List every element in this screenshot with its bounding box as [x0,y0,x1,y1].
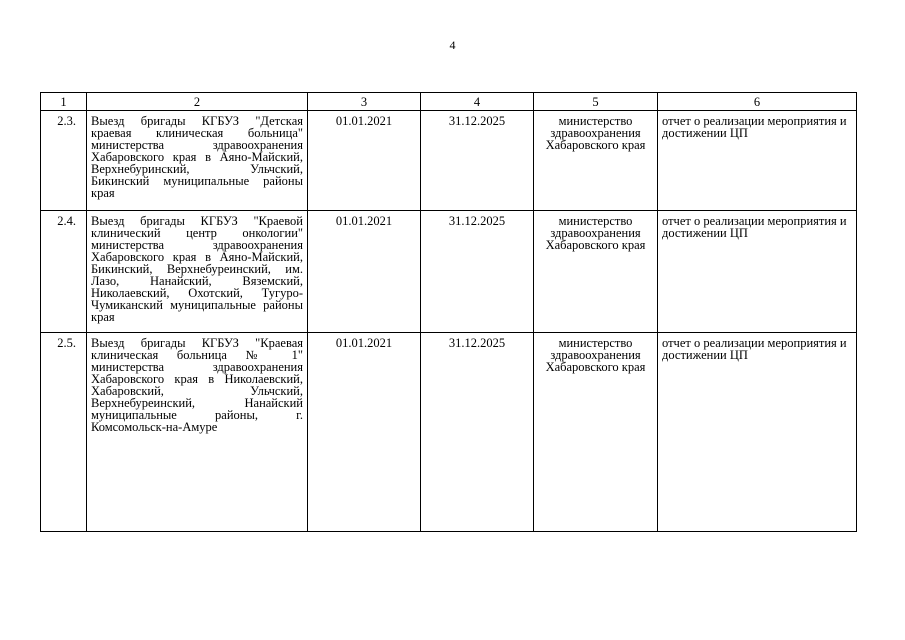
header-col-1: 1 [41,93,87,111]
start-date: 01.01.2021 [308,333,421,532]
table-row [41,333,857,532]
start-date: 01.01.2021 [308,211,421,333]
header-col-5: 5 [534,93,658,111]
activity-description: Выезд бригады КГБУЗ "Краевая клиническая больница № 1" министерства здравоохранения Хабаровского края в Николаевский, Хабаровский, Ульчский, Верхнебуреинский, Нанайский муниципальные районы, г. Комсомольск-на-Амуре [87,333,308,532]
responsible-executor: министерство здравоохранения Хабаровского края [534,111,658,211]
expected-result: отчет о реализации мероприятия и достижении ЦП [658,111,857,211]
end-date: 31.12.2025 [421,211,534,333]
header-col-6: 6 [658,93,857,111]
activity-description: Выезд бригады КГБУЗ "Краевой клинический центр онкологии" министерства здравоохранения Хабаровского края в Аяно-Майский, Бикинский, Верхнебуреинский, им. Лазо, Нанайский, Вяземский, Николаевский, Охотский, Тугуро-Чумиканский муниципальные районы края [87,211,308,333]
end-date: 31.12.2025 [421,333,534,532]
activity-description: Выезд бригады КГБУЗ "Детская краевая клиническая больница" министерства здравоохранения Хабаровского края в Аяно-Майский, Верхнебуринский, Ульчский, Бикинский муниципальные районы края [87,111,308,211]
header-row [41,93,857,111]
end-date: 31.12.2025 [421,111,534,211]
row-number: 2.4. [41,211,87,333]
responsible-executor: министерство здравоохранения Хабаровского края [534,211,658,333]
header-col-4: 4 [421,93,534,111]
header-col-2: 2 [87,93,308,111]
table-row [41,211,857,333]
page-number: 4 [449,38,456,52]
responsible-executor: министерство здравоохранения Хабаровского края [534,333,658,532]
start-date: 01.01.2021 [308,111,421,211]
expected-result: отчет о реализации мероприятия и достижении ЦП [658,333,857,532]
expected-result: отчет о реализации мероприятия и достижении ЦП [658,211,857,333]
table-row [41,111,857,211]
row-number: 2.3. [41,111,87,211]
row-number: 2.5. [41,333,87,532]
header-col-3: 3 [308,93,421,111]
activities-table [40,92,857,532]
